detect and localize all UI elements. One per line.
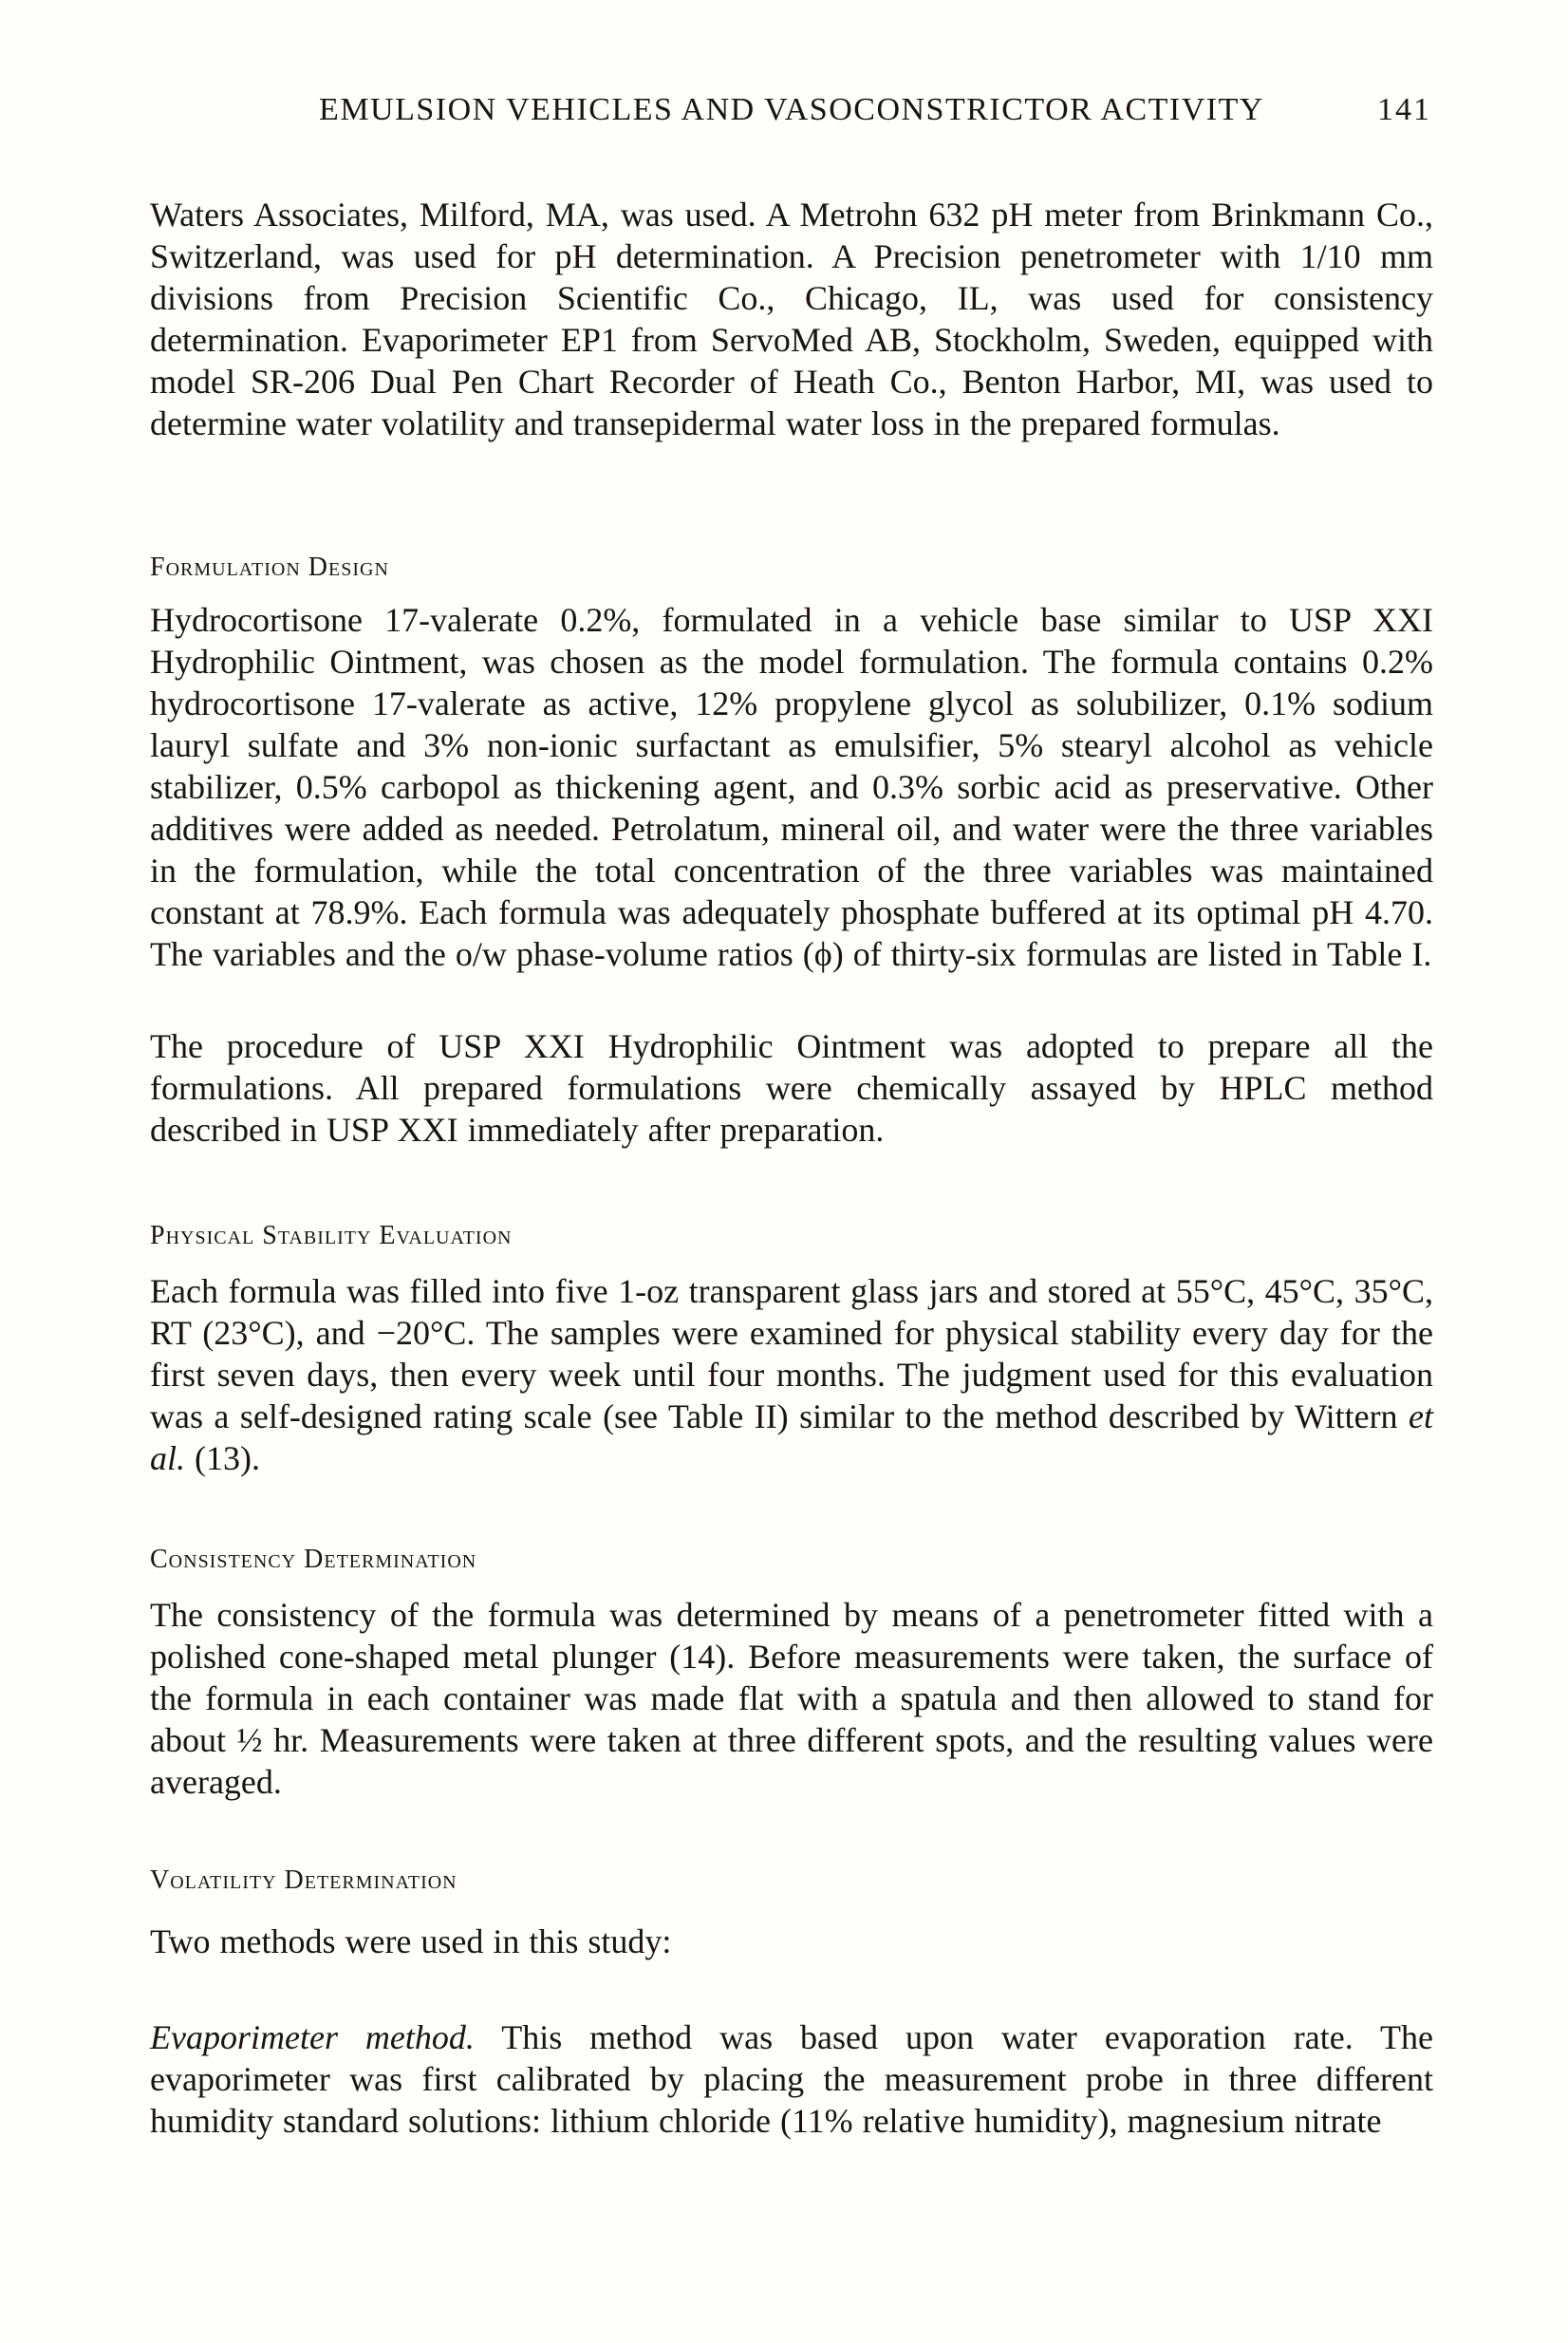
section-heading-physical-stability: Physical Stability Evaluation bbox=[150, 1221, 513, 1250]
et-al-citation: et al. bbox=[150, 1397, 1433, 1477]
section-heading-volatility: Volatility Determination bbox=[150, 1865, 457, 1895]
paragraph-evaporimeter-method bbox=[150, 2016, 1433, 2142]
running-title: EMULSION VEHICLES AND VASOCONSTRICTOR ACTIVITY bbox=[319, 92, 1264, 127]
paragraph-formulation-composition: Hydrocortisone 17-valerate 0.2%, formulated in a vehicle base similar to USP XXI Hydrophilic Ointment, was chosen as the model formulation. The formula contains 0.2% hydrocortisone 17-valerate as active, 12% propylene glycol as solubilizer, 0.1% sodium lauryl sulfate and 3% non-ionic surfactant as emulsifier, 5% stearyl alcohol as vehicle stabilizer, 0.5% carbopol as thickening agent, and 0.3% sorbic acid as preservative. Other additives were added as needed. Petrolatum, mineral oil, and water were the three variables in the formulation, while the total concentration of the three variables was maintained constant at 78.9%. Each formula was adequately phosphate buffered at its optimal pH 4.70. The variables and the o/w phase-volume ratios (ϕ) of thirty-six formulas are listed in Table I. bbox=[150, 601, 1433, 973]
page-number: 141 bbox=[1377, 92, 1431, 127]
stability-text-end: (13). bbox=[185, 1439, 260, 1477]
stability-text-start: Each formula was filled into five 1-oz transparent glass jars and stored at 55°C, 45°C, 35°C, RT (23°C), and −20°C. The samples were examined for physical stability every day for the first seven days, then every week until four months. The judgment used for this evaluation was a self-designed rating scale (see Table II) similar to the method described by Wittern bbox=[150, 1272, 1433, 1435]
evaporimeter-method-lead: Evaporimeter method. bbox=[150, 2018, 475, 2056]
paragraph-formulation-procedure: The procedure of USP XXI Hydrophilic Ointment was adopted to prepare all the formulations. All prepared formulations were chemically assayed by HPLC method described in USP XXI immediately after preparation. bbox=[150, 1027, 1433, 1149]
evaporimeter-method-text: This method was based upon water evaporation rate. The evaporimeter was first calibrated by placing the measurement probe in three different humidity standard solutions: lithium chloride (11% relative humidity), magnesium nitrate bbox=[150, 2018, 1433, 2140]
section-heading-formulation-design: Formulation Design bbox=[150, 553, 389, 582]
paragraph-physical-stability bbox=[150, 1270, 1433, 1479]
paragraph-volatility-intro: Two methods were used in this study: bbox=[150, 1922, 672, 1960]
section-heading-consistency: Consistency Determination bbox=[150, 1545, 477, 1574]
paragraph-instruments: Waters Associates, Milford, MA, was used. A Metrohn 632 pH meter from Brinkmann Co., Switzerland, was used for pH determination. A Precision penetrometer with 1/10 mm divisions from Precision Scientific Co., Chicago, IL, was used for consistency determination. Evaporimeter EP1 from ServoMed AB, Stockholm, Sweden, equipped with model SR-206 Dual Pen Chart Recorder of Heath Co., Benton Harbor, MI, was used to determine water volatility and transepidermal water loss in the prepared formulas. bbox=[150, 196, 1433, 442]
running-head bbox=[150, 89, 1433, 131]
paragraph-consistency: The consistency of the formula was determined by means of a penetrometer fitted with a polished cone-shaped metal plunger (14). Before measurements were taken, the surface of the formula in each container was made flat with a spatula and then allowed to stand for about ½ hr. Measurements were taken at three different spots, and the resulting values were averaged. bbox=[150, 1596, 1433, 1801]
